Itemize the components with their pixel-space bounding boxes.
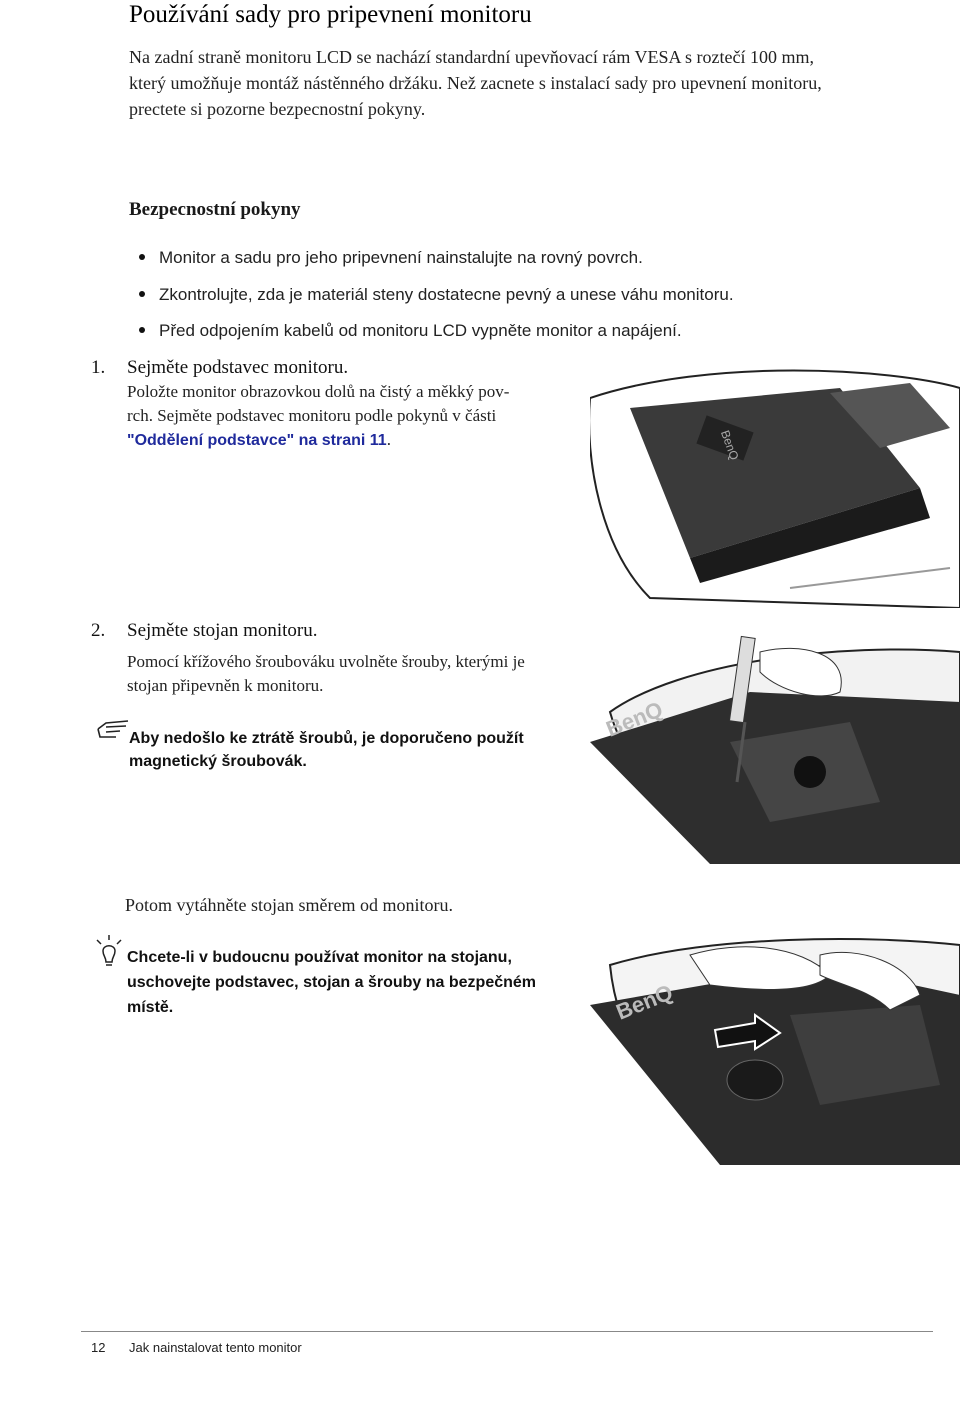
safety-item: Monitor a sadu pro jeho pripevnení nainstalujte na rovný povrch. bbox=[139, 248, 643, 268]
step-2-text: Pomocí křížového šroubováku uvolněte šrouby, kterými je stojan připevněn k monitoru. bbox=[127, 652, 525, 695]
bullet-icon bbox=[139, 291, 145, 297]
brand-logo: BenQ bbox=[717, 428, 742, 462]
pointing-hand-icon bbox=[96, 715, 132, 741]
step-2-title: 2. Sejměte stojan monitoru. bbox=[91, 620, 318, 641]
page-number: 12 bbox=[91, 1340, 106, 1355]
safety-item: Před odpojením kabelů od monitoru LCD vypněte monitor a napájení. bbox=[139, 321, 682, 341]
tip-store-parts: Chcete-li v budoucnu používat monitor na stojanu, uschovejte podstavec, stojan a šrouby na bezpečném místě. bbox=[127, 949, 537, 1016]
intro-line: prectete si pozorne bezpecnostní pokyny. bbox=[129, 99, 426, 119]
pull-instruction: Potom vytáhněte stojan směrem od monitoru. bbox=[125, 895, 453, 915]
step-1-text: Položte monitor obrazovkou dolů na čistý a měkký pov- rch. Sejměte podstavec monitoru podle pokynů v části "Oddělení podstavce" na strani 11. bbox=[127, 382, 510, 449]
safety-item: Zkontrolujte, zda je materiál steny dostatecne pevný a unese váhu monitoru. bbox=[139, 285, 734, 305]
lightbulb-icon bbox=[94, 935, 124, 971]
monitor-facedown-illustration bbox=[590, 368, 960, 608]
bullet-icon bbox=[139, 254, 145, 260]
page-title: Používání sady pro pripevnení monitoru bbox=[129, 1, 532, 28]
intro-paragraph bbox=[129, 44, 959, 122]
intro-line: Na zadní straně monitoru LCD se nachází standardní upevňovací rám VESA s roztečí 100 mm, bbox=[129, 47, 814, 67]
bullet-icon bbox=[139, 327, 145, 333]
remove-stand-illustration bbox=[590, 935, 960, 1165]
safety-heading: Bezpecnostní pokyny bbox=[129, 199, 301, 220]
screwdriver-illustration bbox=[590, 632, 960, 864]
step-1-title: 1. Sejměte podstavec monitoru. bbox=[91, 357, 349, 378]
brand-logo: BenQ bbox=[612, 979, 677, 1025]
footer-section-title: Jak nainstalovat tento monitor bbox=[129, 1340, 302, 1355]
note-magnetic-screwdriver: Aby nedošlo ke ztrátě šroubů, je doporučeno použít magnetický šroubovák. bbox=[129, 730, 524, 770]
footer-rule bbox=[81, 1331, 933, 1332]
section-link[interactable]: "Oddělení podstavce" na strani 11 bbox=[127, 432, 387, 449]
intro-line: který umožňuje montáž nástěnného držáku. Než zacnete s instalací sady pro upevnení monitoru, bbox=[129, 73, 822, 93]
brand-logo: BenQ bbox=[602, 696, 667, 742]
